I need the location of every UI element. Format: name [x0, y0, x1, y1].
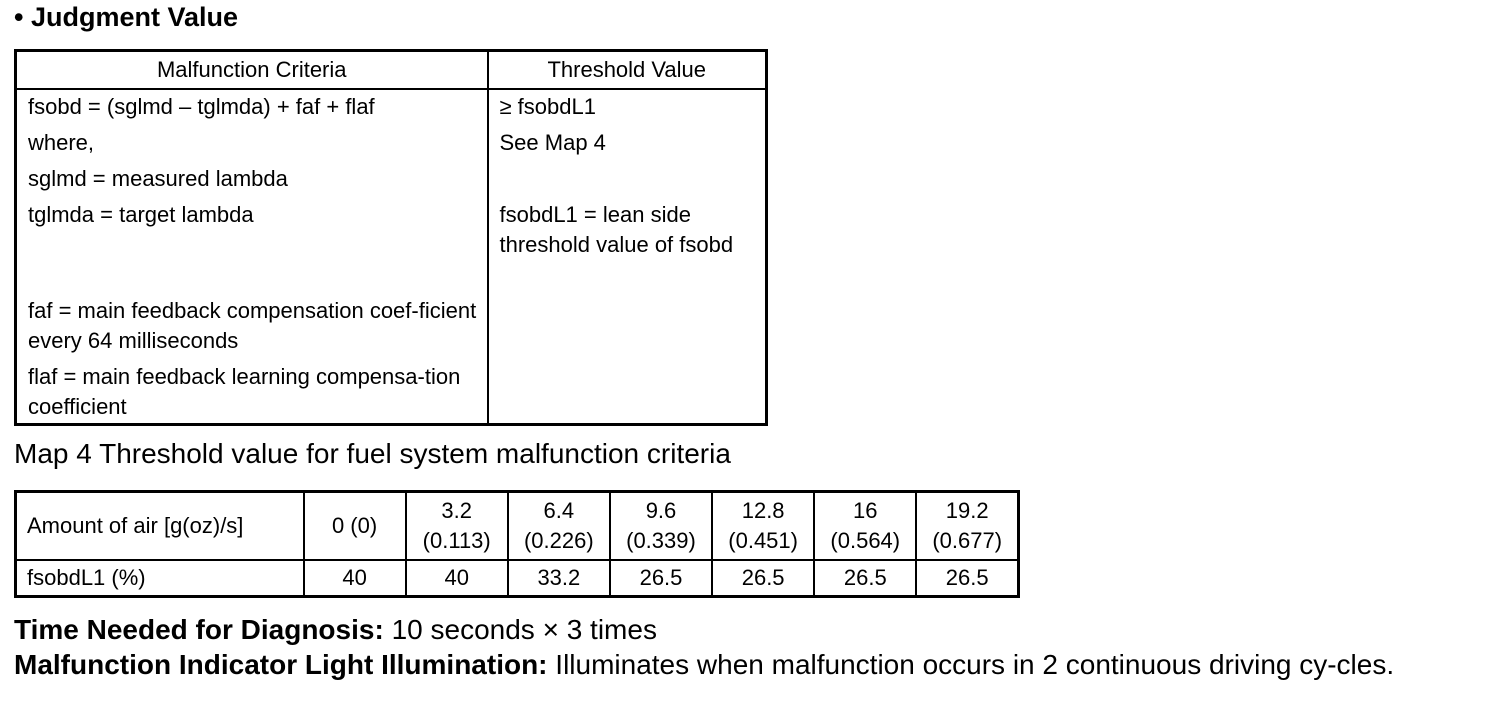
air-value: 19.2 — [945, 498, 989, 523]
diagnosis-footer — [14, 612, 1474, 682]
judgment-value-table — [14, 49, 768, 426]
threshold-definition: fsobdL1 = lean side threshold value of fsobd — [499, 202, 734, 257]
map-4-table — [14, 490, 1020, 598]
table-cell: 26.5 — [814, 560, 916, 597]
mil-label: Malfunction Indicator Light Illumination: — [14, 649, 548, 680]
air-value-oz: (0.451) — [728, 528, 798, 553]
threshold-fsobdl1: ≥ fsobdL1 — [499, 94, 596, 119]
air-value: 12.8 — [741, 498, 785, 523]
section-heading: • Judgment Value — [14, 2, 239, 32]
air-col-header — [610, 492, 712, 561]
fsobdl1-row-label: fsobdL1 (%) — [16, 560, 304, 597]
air-value-oz: (0.677) — [932, 528, 1003, 553]
criteria-formula: fsobd = (sglmd – tglmda) + faf + flaf — [28, 94, 375, 119]
table-cell: 33.2 — [508, 560, 610, 597]
mil-line — [14, 647, 1474, 682]
air-col-header — [406, 492, 508, 561]
air-value-oz: (0.564) — [830, 528, 901, 553]
criteria-tglmda: tglmda = target lambda — [28, 202, 254, 227]
air-value-oz: (0.339) — [626, 528, 696, 553]
time-needed-label: Time Needed for Diagnosis: — [14, 614, 384, 645]
air-amount-label: Amount of air [g(oz)/s] — [16, 492, 304, 561]
threshold-map-ref: See Map 4 — [499, 130, 606, 155]
air-value: 16 — [853, 498, 878, 523]
air-value: 0 (0) — [331, 513, 378, 538]
table-cell: 40 — [304, 560, 406, 597]
table-cell: 26.5 — [712, 560, 814, 597]
time-needed-line — [14, 612, 1474, 647]
air-col-header — [508, 492, 610, 561]
criteria-faf: faf = main feedback compensation coef-ficient every 64 milliseconds — [28, 298, 477, 353]
air-value: 9.6 — [645, 498, 677, 523]
table-cell: 26.5 — [610, 560, 712, 597]
air-value: 3.2 — [441, 498, 472, 523]
air-col-header — [916, 492, 1018, 561]
criteria-where: where, — [28, 130, 95, 155]
air-value-oz: (0.226) — [523, 528, 594, 553]
air-col-header — [814, 492, 916, 561]
table-cell: 26.5 — [916, 560, 1018, 597]
air-col-header — [712, 492, 814, 561]
air-value-oz: (0.113) — [422, 528, 491, 553]
criteria-sglmd: sglmd = measured lambda — [28, 166, 288, 191]
air-value: 6.4 — [543, 498, 575, 523]
map-caption: Map 4 Threshold value for fuel system malfunction criteria — [14, 438, 731, 469]
criteria-cell — [16, 89, 488, 425]
air-col-header — [304, 492, 406, 561]
threshold-value-header: Threshold Value — [488, 51, 767, 90]
malfunction-criteria-header: Malfunction Criteria — [16, 51, 488, 90]
table-cell: 40 — [406, 560, 508, 597]
criteria-flaf: flaf = main feedback learning compensa-tion coefficient — [28, 364, 461, 419]
threshold-cell — [488, 89, 767, 425]
time-needed-value: 10 seconds × 3 times — [383, 614, 657, 645]
mil-value: Illuminates when malfunction occurs in 2 continuous driving cy-cles. — [547, 649, 1395, 680]
